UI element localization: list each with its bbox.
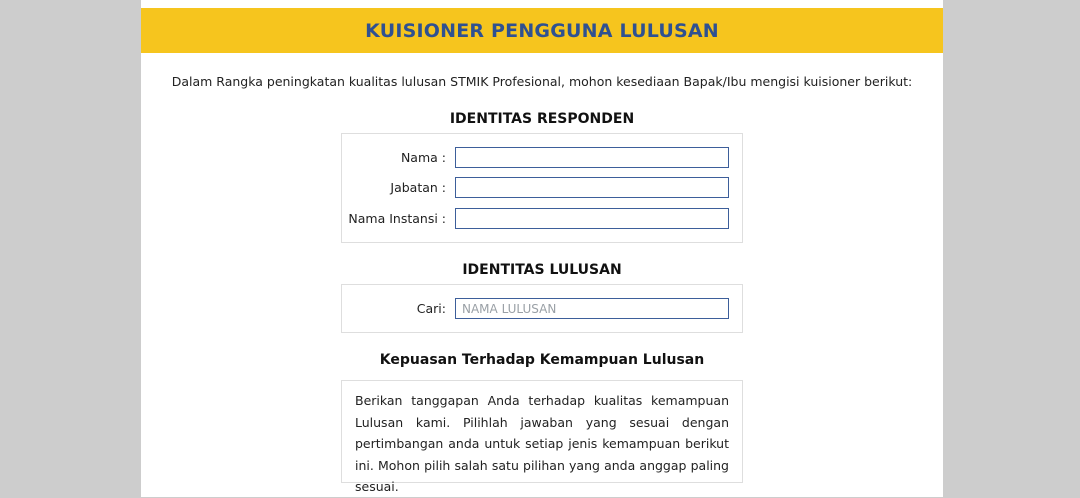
intro-text: Dalam Rangka peningkatan kualitas lulusan STMIK Profesional, mohon kesediaan Bapak/Ibu mengisi kuisioner berikut: bbox=[171, 74, 913, 89]
institution-label: Nama Instansi : bbox=[348, 211, 446, 226]
satisfaction-box bbox=[341, 380, 743, 494]
form-page bbox=[141, 0, 943, 497]
institution-input[interactable] bbox=[455, 208, 729, 229]
search-label: Cari: bbox=[416, 301, 446, 316]
page-title: KUISIONER PENGGUNA LULUSAN bbox=[365, 19, 719, 42]
respondent-box bbox=[341, 133, 743, 243]
satisfaction-section-title: Kepuasan Terhadap Kemampuan Lulusan bbox=[379, 352, 705, 368]
header-banner bbox=[141, 8, 943, 53]
name-label: Nama : bbox=[400, 150, 446, 165]
institution-row bbox=[342, 208, 742, 230]
graduate-search-input[interactable] bbox=[455, 298, 729, 319]
position-label: Jabatan : bbox=[390, 180, 446, 195]
name-input[interactable] bbox=[455, 147, 729, 168]
respondent-section-title: IDENTITAS RESPONDEN bbox=[449, 111, 635, 127]
graduate-box bbox=[341, 284, 743, 333]
name-row bbox=[342, 147, 742, 169]
position-input[interactable] bbox=[455, 177, 729, 198]
search-row bbox=[342, 298, 742, 320]
satisfaction-description: Berikan tanggapan Anda terhadap kualitas kemampuan Lulusan kami. Pilihlah jawaban yang sesuai dengan pertimbangan anda untuk setiap jenis kemampuan berikut ini. Mohon pilih salah satu pilihan yang anda anggap paling sesuai. bbox=[355, 393, 729, 494]
graduate-section-title: IDENTITAS LULUSAN bbox=[462, 262, 622, 278]
position-row bbox=[342, 177, 742, 199]
